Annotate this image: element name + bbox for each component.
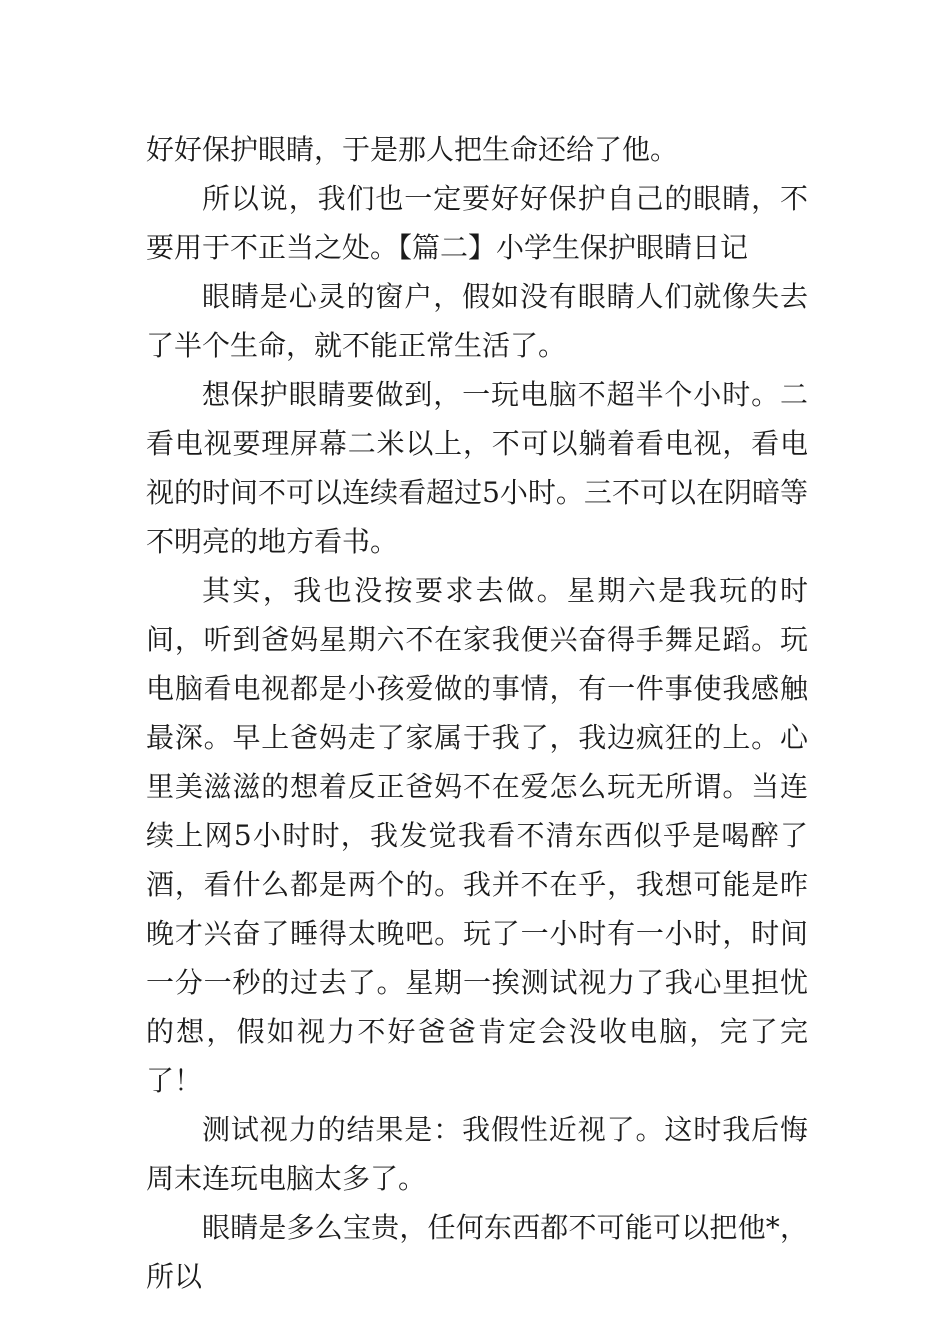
paragraph-protection-rules: 想保护眼睛要做到，一玩电脑不超半个小时。二看电视要理屏幕二米以上，不可以躺着看电视，看电视的时间不可以连续看超过5小时。三不可以在阴暗等不明亮的地方看书。	[146, 378, 808, 558]
paragraph-weekend-story: 其实，我也没按要求去做。星期六是我玩的时间，听到爸妈星期六不在家我便兴奋得手舞足蹈。玩电脑看电视都是小孩爱做的事情，有一件事使我感触最深。早上爸妈走了家属于我了，我边疯狂的上。心里美滋滋的想着反正爸妈不在爱怎么玩无所谓。当连续上网5小时时，我发觉我看不清东西似乎是喝醉了酒，看什么都是两个的。我并不在乎，我想可能是昨晚才兴奋了睡得太晚吧。玩了一小时有一小时，时间一分一秒的过去了。星期一挨测试视力了我心里担忧的想，假如视力不好爸爸肯定会没收电脑，完了完了！	[146, 574, 808, 1097]
article-body	[146, 125, 808, 1301]
paragraph-conclusion: 所以说，我们也一定要好好保护自己的眼睛，不要用于不正当之处。【篇二】小学生保护眼睛日记	[146, 182, 808, 264]
paragraph-test-result: 测试视力的结果是：我假性近视了。这时我后悔周末连玩电脑太多了。	[146, 1113, 808, 1195]
paragraph-eyes-precious: 眼睛是多么宝贵，任何东西都不可能可以把他*，所以	[146, 1211, 808, 1293]
paragraph-eyes-window: 眼睛是心灵的窗户，假如没有眼睛人们就像失去了半个生命，就不能正常生活了。	[146, 280, 808, 362]
paragraph-continuation: 好好保护眼睛，于是那人把生命还给了他。	[146, 133, 679, 166]
